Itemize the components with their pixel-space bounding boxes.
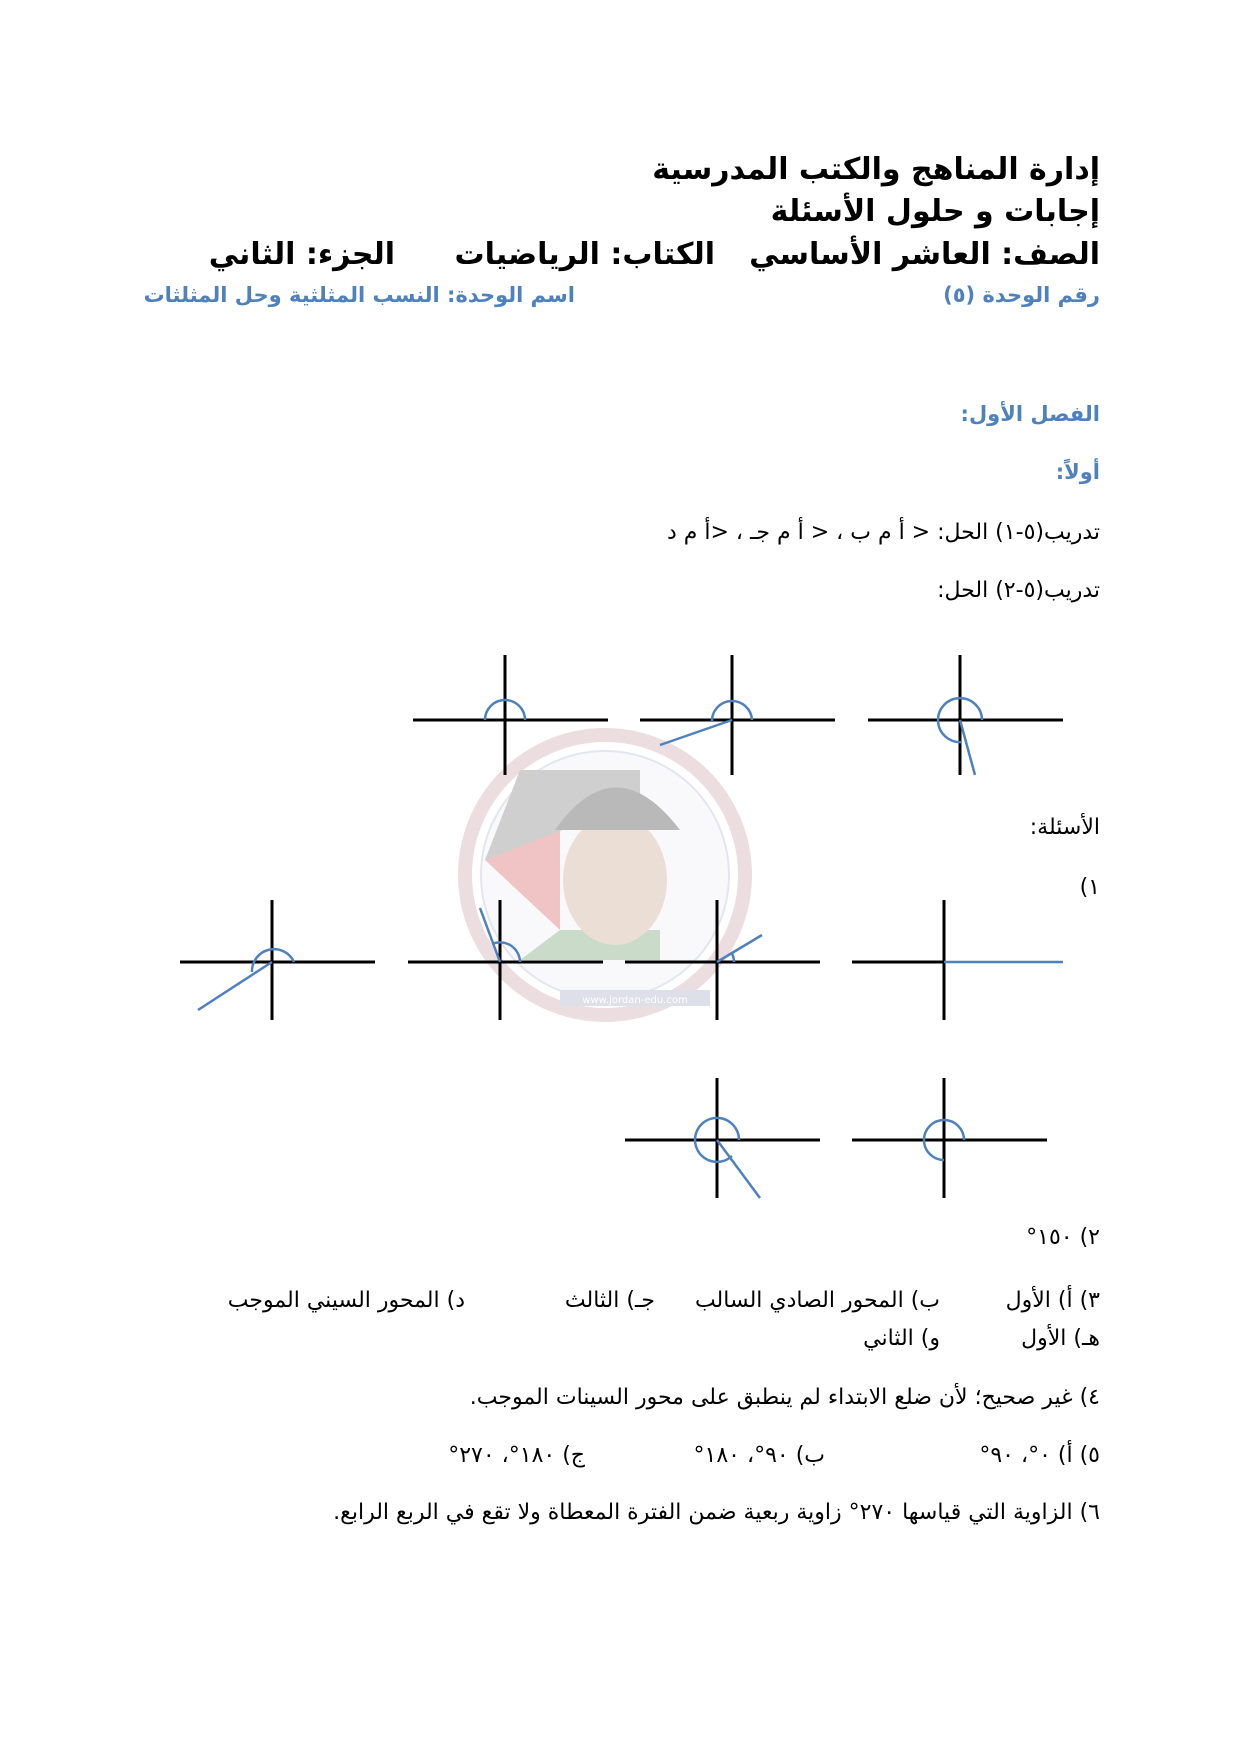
terminal-side xyxy=(480,908,500,962)
terminal-side xyxy=(717,1140,760,1198)
chapter-heading: الفصل الأول: xyxy=(960,402,1100,426)
training-1: تدريب(٥-١) الحل: < أ م ب ، < أ م جـ ، <أ م د xyxy=(666,520,1100,545)
answer-q4: ٤) غير صحيح؛ لأن ضلع الابتداء لم ينطبق على محور السينات الموجب. xyxy=(469,1385,1100,1410)
answer-q3-b: ب) المحور الصادي السالب xyxy=(694,1288,940,1313)
terminal-side xyxy=(717,935,762,962)
answer-q6: ٦) الزاوية التي قياسها ٢٧٠° زاوية ربعية ضمن الفترة المعطاة ولا تقع في الربع الرابع. xyxy=(333,1500,1100,1525)
part-label: الجزء: الثاني xyxy=(208,237,395,272)
answer-q3-c: جـ) الثالث xyxy=(564,1288,655,1313)
terminal-side xyxy=(960,720,975,775)
terminal-side xyxy=(198,962,272,1010)
answer-q5-a: ٥) أ) ٠°، ٩٠° xyxy=(979,1443,1100,1468)
unit-name: اسم الوحدة: النسب المثلثية وحل المثلثات xyxy=(143,283,575,307)
terminal-side xyxy=(660,720,732,745)
questions-label: الأسئلة: xyxy=(1029,815,1100,840)
answer-q2: ٢) ١٥٠° xyxy=(1026,1225,1100,1250)
answer-q3-d: د) المحور السيني الموجب xyxy=(227,1288,465,1313)
unit-number: رقم الوحدة (٥) xyxy=(943,283,1100,307)
watermark-url: www.jordan-edu.com xyxy=(582,995,688,1006)
answer-q5-c: ج) ١٨٠°، ٢٧٠° xyxy=(448,1443,585,1468)
book-label: الكتاب: الرياضيات xyxy=(454,237,715,272)
answer-q3-f: و) الثاني xyxy=(863,1326,940,1351)
training-2: تدريب(٥-٢) الحل: xyxy=(937,578,1100,603)
grade-label: الصف: العاشر الأساسي xyxy=(749,237,1100,272)
answer-q5-b: ب) ٩٠°، ١٨٠° xyxy=(693,1443,825,1468)
first-heading: أولاً: xyxy=(1055,460,1100,484)
header-line2: إجابات و حلول الأسئلة xyxy=(770,194,1100,229)
answer-q3-e: هـ) الأول xyxy=(1021,1326,1100,1351)
q1-label: ١) xyxy=(1079,875,1100,900)
answer-q3-a: ٣) أ) الأول xyxy=(1005,1288,1100,1313)
header-line1: إدارة المناهج والكتب المدرسية xyxy=(652,152,1100,187)
